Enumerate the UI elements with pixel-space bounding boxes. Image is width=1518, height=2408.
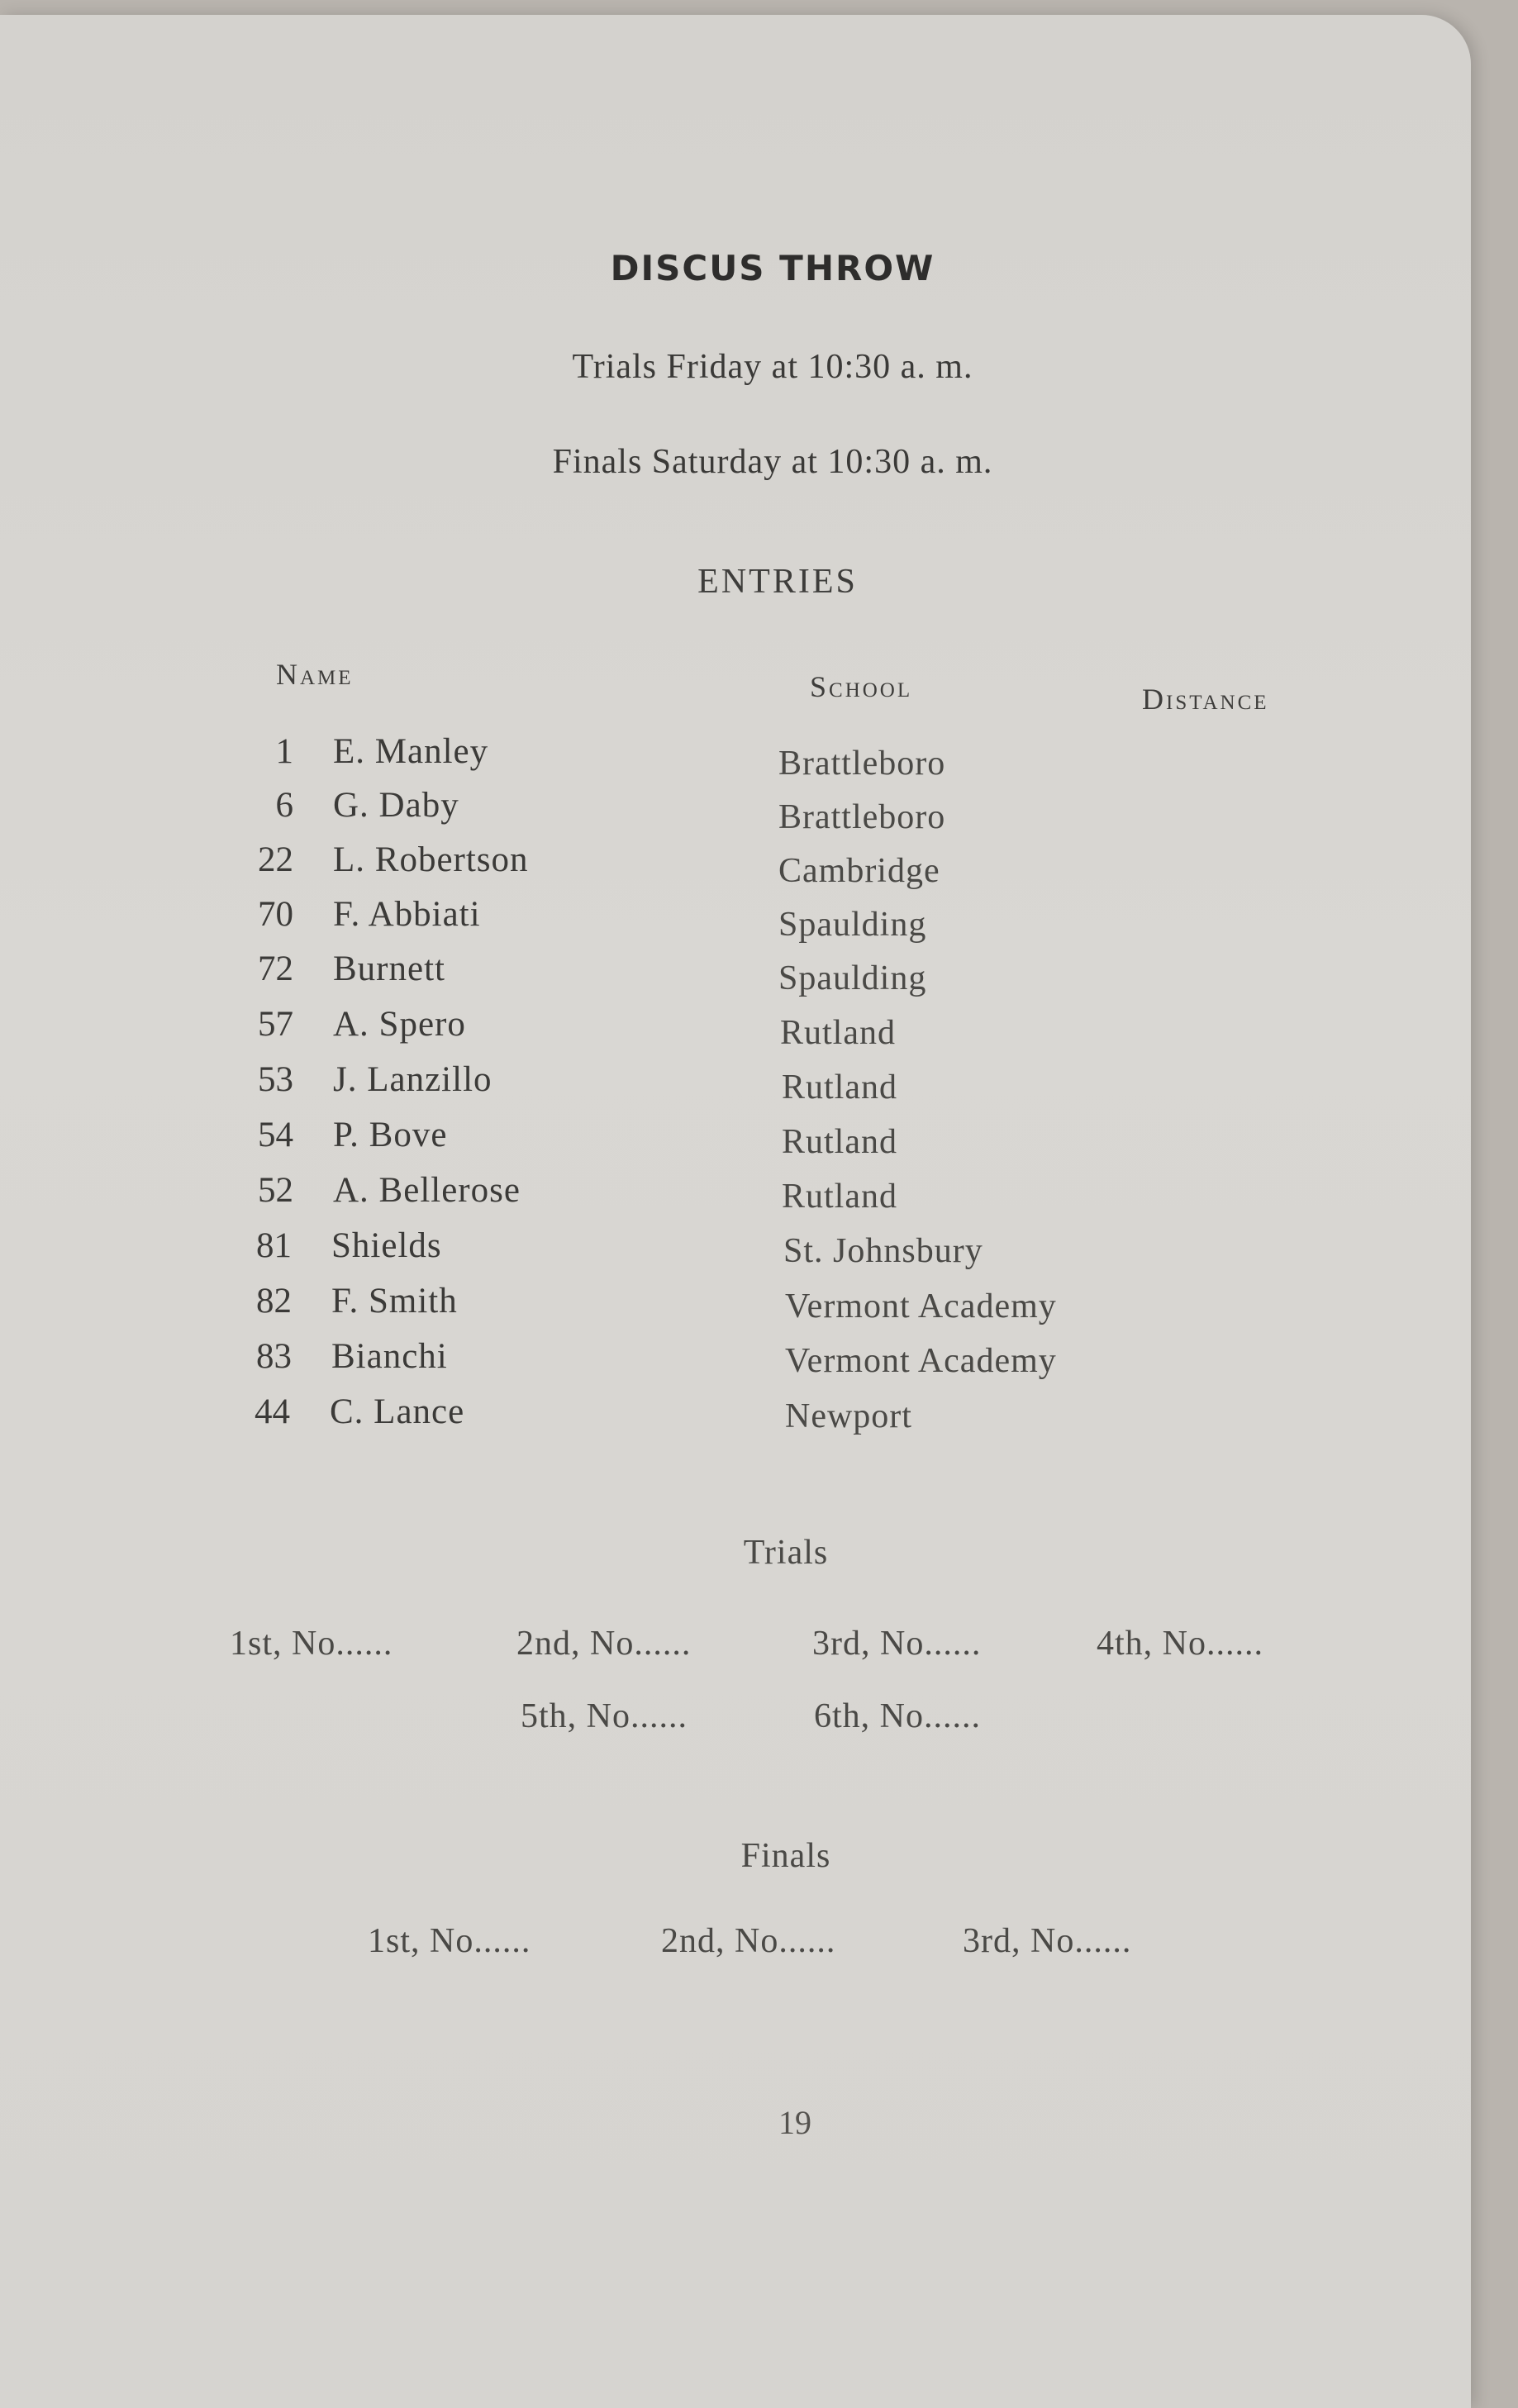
trials-place-2: 2nd, No......: [516, 1625, 692, 1663]
entry-number: 83: [256, 1337, 292, 1376]
entry-name: F. Abbiati: [333, 895, 481, 934]
finals-place-1: 1st, No......: [368, 1922, 531, 1960]
trials-place-6: 6th, No......: [814, 1697, 981, 1735]
trials-place-1: 1st, No......: [230, 1625, 393, 1663]
entry-number: 57: [258, 1005, 293, 1044]
finals-schedule: Finals Saturday at 10:30 a. m.: [552, 443, 993, 481]
entry-name: Burnett: [333, 949, 445, 988]
entry-school: Cambridge: [778, 852, 940, 890]
entry-name: A. Bellerose: [333, 1171, 521, 1210]
entry-school: Vermont Academy: [785, 1287, 1057, 1325]
entry-name: E. Manley: [333, 732, 489, 771]
entry-school: Rutland: [782, 1068, 897, 1106]
entry-school: Spaulding: [778, 906, 927, 944]
event-title: DISCUS THROW: [610, 248, 935, 288]
entry-name: J. Lanzillo: [333, 1060, 493, 1099]
entry-school: Spaulding: [778, 959, 927, 997]
entry-number: 52: [258, 1171, 293, 1210]
trials-place-5: 5th, No......: [521, 1697, 688, 1735]
entry-school: Rutland: [782, 1123, 897, 1161]
trials-place-3: 3rd, No......: [812, 1625, 982, 1663]
trials-heading: Trials: [743, 1534, 829, 1572]
entry-number: 54: [258, 1116, 293, 1154]
entry-name: Bianchi: [331, 1337, 448, 1376]
entry-number: 53: [258, 1060, 293, 1099]
finals-place-2: 2nd, No......: [661, 1922, 836, 1960]
entry-number: 22: [258, 840, 293, 879]
entry-number: 70: [258, 895, 293, 934]
entry-school: Rutland: [780, 1014, 896, 1052]
entry-school: Newport: [785, 1397, 912, 1435]
entry-name: F. Smith: [331, 1282, 458, 1321]
entry-name: C. Lance: [330, 1392, 465, 1431]
name-column-header: Name: [276, 658, 354, 691]
entry-name: G. Daby: [333, 786, 459, 825]
entry-number: 1: [275, 732, 293, 771]
entry-school: Vermont Academy: [785, 1342, 1057, 1380]
entry-number: 44: [255, 1392, 290, 1431]
entry-number: 81: [256, 1226, 292, 1265]
entry-number: 72: [258, 949, 293, 988]
trials-place-4: 4th, No......: [1097, 1625, 1263, 1663]
finals-place-3: 3rd, No......: [963, 1922, 1132, 1960]
entry-name: Shields: [331, 1226, 442, 1265]
entry-school: Brattleboro: [778, 798, 946, 836]
entry-name: L. Robertson: [333, 840, 529, 879]
entries-heading: ENTRIES: [697, 563, 858, 601]
entry-school: Brattleboro: [778, 745, 946, 783]
entry-school: Rutland: [782, 1178, 897, 1216]
finals-heading: Finals: [740, 1837, 831, 1875]
page-number: 19: [778, 2104, 811, 2141]
trials-schedule: Trials Friday at 10:30 a. m.: [572, 348, 973, 386]
entry-number: 82: [256, 1282, 292, 1321]
entry-school: St. Johnsbury: [783, 1232, 983, 1270]
entry-name: P. Bove: [333, 1116, 448, 1154]
entry-name: A. Spero: [333, 1005, 466, 1044]
entry-number: 6: [275, 786, 293, 825]
distance-column-header: Distance: [1142, 683, 1269, 716]
school-column-header: School: [810, 670, 913, 703]
